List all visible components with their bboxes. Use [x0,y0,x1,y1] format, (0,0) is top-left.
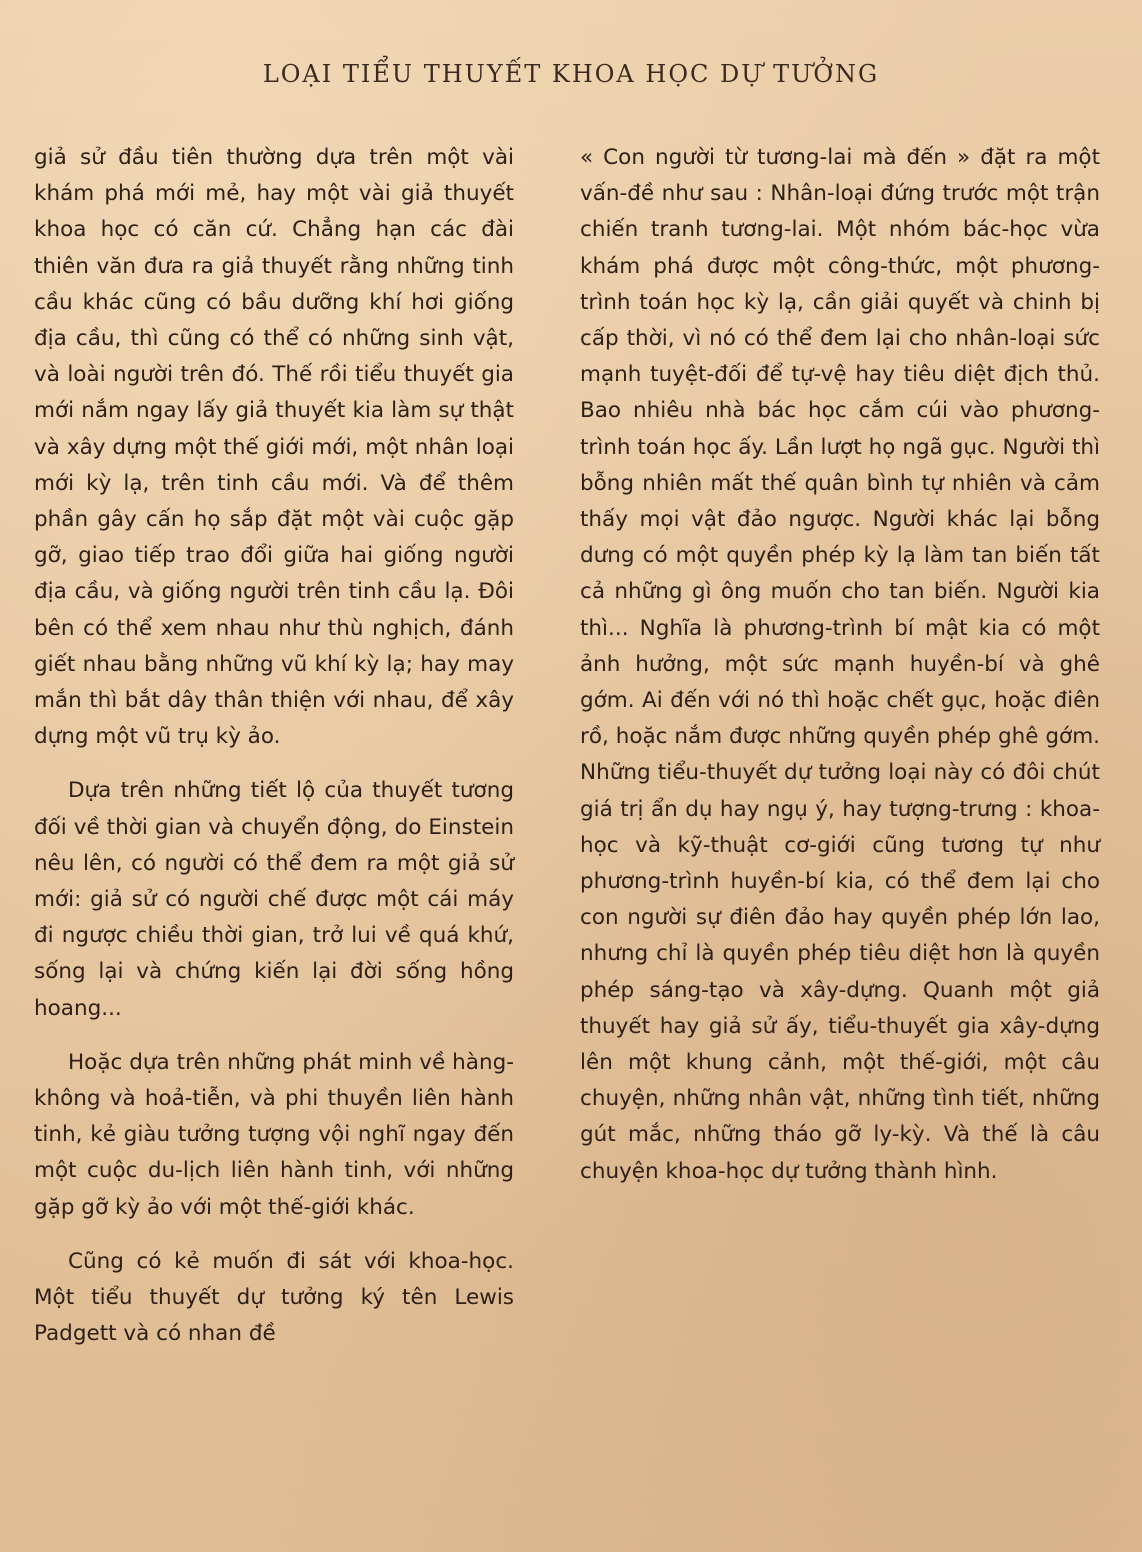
paragraph: Hoặc dựa trên những phát minh về hàng-không và hoả-tiễn, và phi thuyền liên hành tinh, kẻ giàu tưởng tượng vội nghĩ ngay đến một cuộc du-lịch liên hành tinh, với những gặp gỡ kỳ ảo với một thế-giới khác. [34,1049,514,1220]
paragraph: « Con người từ tương-lai mà đến » đặt ra một vấn-đề như sau : Nhân-loại đứng trước một trận chiến tranh tương-lai. Một nhóm bác-học vừa khám phá được một công-thức, một phương-trình toán học kỳ lạ, cần giải quyết và chinh bị cấp thời, vì nó có thể đem lại cho nhân-loại sức mạnh tuyệt-đối để tự-vệ hay tiêu diệt địch thủ. Bao nhiêu nhà bác học cắm cúi vào phương-trình toán học ấy. Lần lượt họ ngã gục. Người thì bỗng nhiên mất thế quân bình tự nhiên và cảm thấy mọi vật đảo ngược. Người khác lại bỗng dưng có một quyền phép kỳ lạ làm tan biến tất cả những gì ông muốn cho tan biến. Người kia thì... Nghĩa là phương-trình bí mật kia có một ảnh hưởng, một sức mạnh huyền-bí và ghê gớm. Ai đến với nó thì hoặc chết gục, hoặc điên rồ, hoặc nắm được những quyền phép ghê gớm. Những tiểu-thuyết dự tưởng loại này có đôi chút giá trị ẩn dụ hay ngụ ý, hay tượng-trưng : khoa-học và kỹ-thuật cơ-giới cũng tương tự như phương-trình huyền-bí kia, có thể đem lại cho con người sự điên đảo hay quyền phép lớn lao, nhưng chỉ là quyền phép tiêu diệt hơn là quyền phép sáng-tạo và xây-dựng. Quanh một giả thuyết hay giả sử ấy, tiểu-thuyết gia xây-dựng lên một khung cảnh, một thế-giới, một câu chuyện, những nhân vật, những tình tiết, những gút mắc, những tháo gỡ ly-kỳ. Và thế là câu chuyện khoa-học dự tưởng thành hình. [580,145,1100,1184]
paragraph: Dựa trên những tiết lộ của thuyết tương đối về thời gian và chuyển động, do Einstein nêu lên, có người có thể đem ra một giả sử mới: giả sử có người chế được một cái máy đi ngược chiều thời gian, trở lui về quá khứ, sống lại và chứng kiến lại đời sống hồng hoang... [34,778,514,1021]
right-column [580,140,1100,1190]
left-column [34,140,514,1353]
page-header: LOẠI TIỂU THUYẾT KHOA HỌC DỰ TƯỞNG [262,60,880,88]
paragraph: Cũng có kẻ muốn đi sát với khoa-học. Một tiểu thuyết dự tưởng ký tên Lewis Padgett và có nhan đề [34,1248,514,1347]
paragraph: giả sử đầu tiên thường dựa trên một vài khám phá mới mẻ, hay một vài giả thuyết khoa học có căn cứ. Chẳng hạn các đài thiên văn đưa ra giả thuyết rằng những tinh cầu khác cũng có bầu dưỡng khí hơi giống địa cầu, thì cũng có thể có những sinh vật, và loài người trên đó. Thế rồi tiểu thuyết gia mới nắm ngay lấy giả thuyết kia làm sự thật và xây dựng một thế giới mới, một nhân loại mới kỳ lạ, trên tinh cầu mới. Và để thêm phần gây cấn họ sắp đặt một vài cuộc gặp gỡ, giao tiếp trao đổi giữa hai giống người địa cầu, và giống người trên tinh cầu lạ. Đôi bên có thể xem nhau như thù nghịch, đánh giết nhau bằng những vũ khí kỳ lạ; hay may mắn thì bắt dây thân thiện với nhau, để xây dựng một vũ trụ kỳ ảo. [34,145,514,750]
